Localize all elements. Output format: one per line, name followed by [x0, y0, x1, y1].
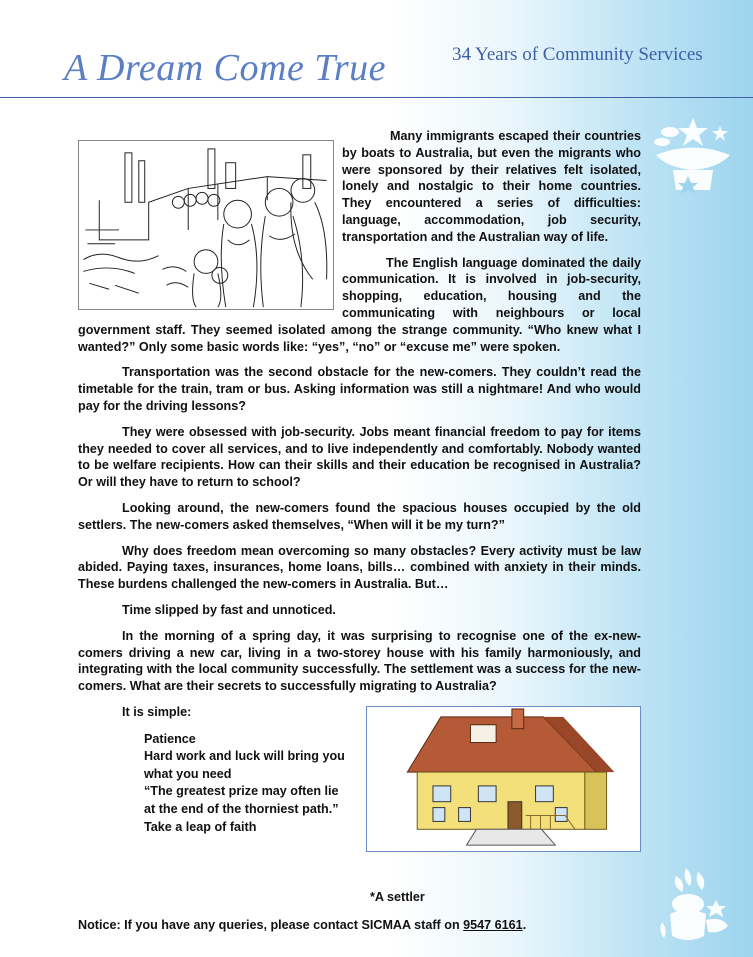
tip-line: what you need	[144, 766, 232, 781]
notice-text: Notice: If you have any queries, please contact SICMAA staff on	[78, 918, 464, 932]
paragraph-4: They were obsessed with job-security. Jobs meant financial freedom to pay for items they needed to cover all services, and to live independently and comfortably. Nobody wanted to be welfare recipients. How can their skills and their education be recognised in Australia? Or will they have to return to school?	[78, 424, 641, 490]
notice-end: .	[522, 918, 527, 932]
tip-line: at the end of the thorniest path.”	[144, 802, 339, 817]
house-illustration	[366, 706, 641, 852]
tip-line: Hard work and luck will bring you	[144, 749, 345, 764]
tip-line: Take a leap of faith	[144, 819, 257, 834]
signature: *A settler	[370, 890, 425, 904]
paragraph-6: Why does freedom mean overcoming so many obstacles? Every activity must be law abided. Paying taxes, insurances, home loans, bills… combined with anxiety in their minds. These burdens challenged the new-comers in Australia. But…	[78, 543, 641, 592]
migrant-family-illustration	[78, 140, 334, 310]
paragraph-1: Many immigrants escaped their countries by boats to Australia, but even the migrants who were sponsored by their relatives felt isolated, lonely and nostalgic to their home countries. They encountered a series of difficulties: language, accommodation, job security, transportation and the Australian way of life.	[342, 129, 641, 244]
teapot-ornament-bottom	[656, 862, 740, 948]
paragraph-8: In the morning of a spring day, it was surprising to recognise one of the ex-new-comers driving a new car, living in a two-storey house with his family harmoniously, and integrating with the local community successfully. The settlement was a success for the new-comers. What are their secrets to successfully migrating to Australia?	[78, 628, 641, 694]
page-title: A Dream Come True	[64, 47, 386, 89]
page-subtitle: 34 Years of Community Services	[452, 44, 703, 65]
paragraph-5: Looking around, the new-comers found the spacious houses occupied by the old settlers. The new-comers asked themselves, “When will it be my turn?”	[78, 500, 641, 532]
header-divider	[0, 97, 753, 98]
tip-line: Patience	[144, 731, 196, 746]
tip-line: “The greatest prize may often lie	[144, 784, 339, 799]
paragraph-3: Transportation was the second obstacle for the new-comers. They couldn’t read the timetable for the train, tram or bus. Asking information was still a nightmare! And who would pay for the driving lessons?	[78, 365, 641, 413]
article-body	[78, 128, 641, 856]
phone-number[interactable]: 9547 6161	[463, 918, 523, 932]
flower-ornament-top	[648, 110, 738, 200]
simple-intro: It is simple:	[122, 704, 192, 719]
paragraph-7: Time slipped by fast and unnoticed.	[122, 602, 336, 617]
notice-line	[78, 918, 526, 932]
paragraph-2: The English language dominated the daily communication. It is involved in job-security, shopping, education, housing and the communicating with neighbours or local government staff. They seemed isolated among the strange community. “Who knew what I wanted?” Only some basic words like: “yes”, “no” or “excuse me” were spoken.	[78, 255, 641, 354]
